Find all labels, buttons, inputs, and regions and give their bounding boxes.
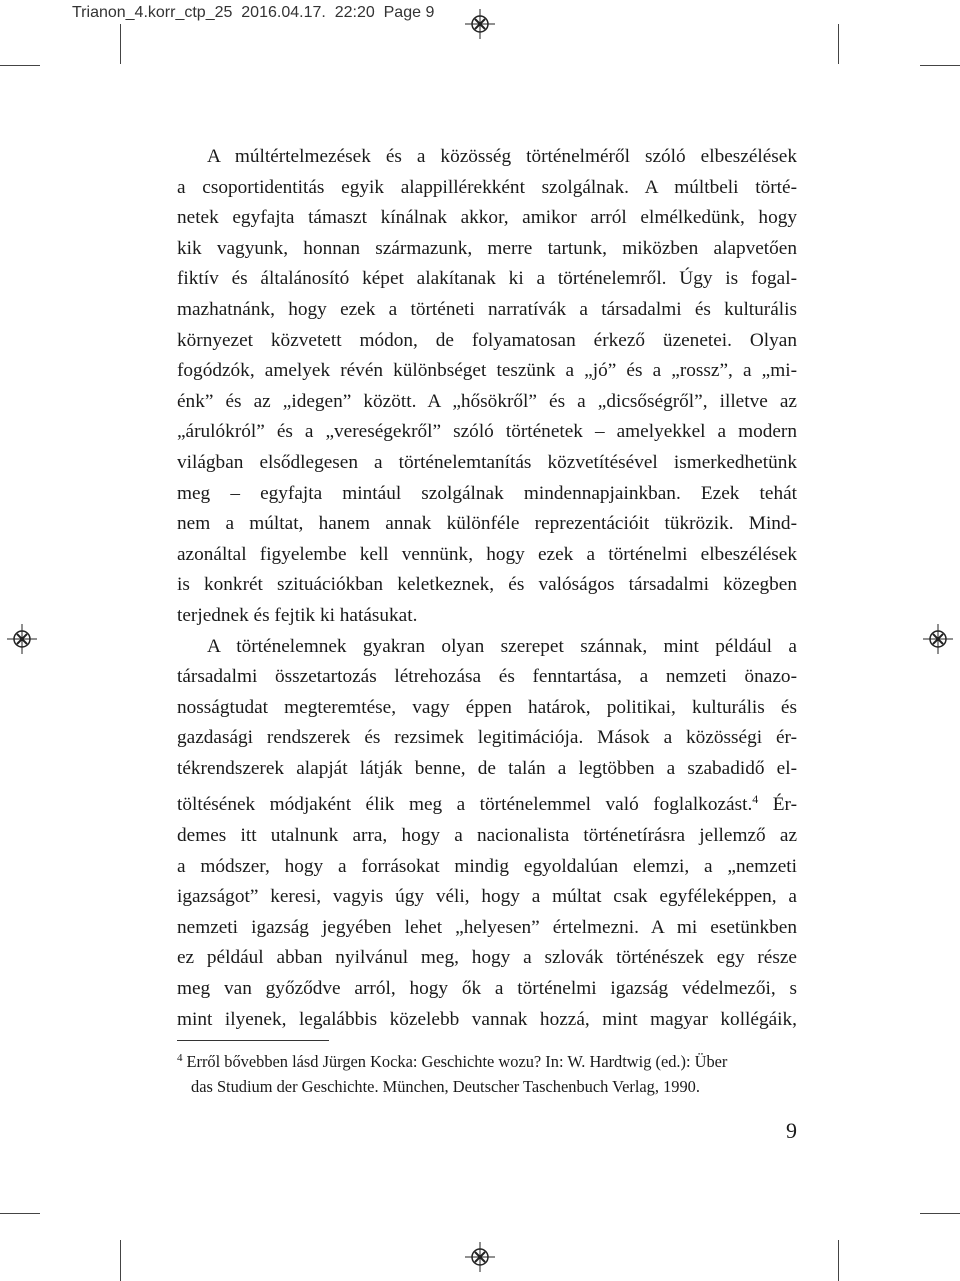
text-line: mint ilyenek, legalábbis közelebb vannak hozzá, mint magyar kollégáik,	[177, 1008, 797, 1030]
text-line: meg – egyfajta mintául szolgálnak mindennapjainkban. Ezek tehát	[177, 482, 797, 504]
crop-mark	[120, 24, 121, 64]
text-line: igazságot” keresi, vagyis úgy véli, hogy a múltat csak egyféleképpen, a	[177, 886, 797, 908]
registration-mark-icon	[7, 624, 37, 654]
text-line: demes itt utalnunk arra, hogy a nacionalista történetírásra jellemző az	[177, 825, 797, 847]
text-line: is konkrét szituációkban keletkeznek, és valóságos társadalmi közegben	[177, 574, 797, 596]
registration-mark-icon	[923, 624, 953, 654]
footnote-divider	[177, 1040, 329, 1041]
text-line: fiktív és általánosító képet alakítanak ki a történelemről. Úgy is fogal-	[177, 268, 797, 290]
text-line: A történelemnek gyakran olyan szerepet szánnak, mint például a	[207, 635, 797, 657]
crop-mark	[120, 1240, 121, 1281]
text-line: gazdasági rendszerek és rezsimek legitimációja. Mások a közösségi ér-	[177, 727, 797, 749]
crop-mark	[838, 1240, 839, 1281]
text-line: tékrendszerek alapját látják benne, de talán a legtöbben a szabadidő el-	[177, 757, 797, 779]
print-slug: Trianon_4.korr_ctp_25 2016.04.17. 22:20 Page 9	[72, 4, 435, 21]
footnote-reference[interactable]: 4	[752, 792, 759, 807]
crop-mark	[920, 65, 960, 66]
text-line: énk” és az „idegen” között. A „hősökről” és a „dicsőségről”, illetve az	[177, 390, 797, 412]
paragraph-2	[177, 632, 797, 1036]
text-line: környezet közvetett módon, de folyamatosan érkező üzenetei. Olyan	[177, 329, 797, 351]
body-text	[177, 142, 797, 1035]
registration-mark-icon	[465, 1242, 495, 1272]
crop-mark	[838, 24, 839, 64]
text-line: ez például abban nyilvánul meg, hogy a szlovák történészek egy része	[177, 947, 797, 969]
page-number: 9	[786, 1118, 797, 1143]
text-line: nosságtudat megteremtése, vagy éppen határok, politikai, kulturális és	[177, 696, 797, 718]
text-fragment: töltésének módjaként élik meg a történelemmel való foglalkozást.	[177, 794, 753, 816]
footnote-line: das Studium der Geschichte. München, Deutscher Taschenbuch Verlag, 1990.	[191, 1076, 700, 1096]
text-line: terjednek és fejtik ki hatásukat.	[177, 604, 418, 626]
text-line: meg van győződve arról, hogy ők a történelmi igazság védelmezői, s	[177, 978, 797, 1000]
text-line: A múltértelmezések és a közösség történelméről szóló elbeszélések	[207, 146, 797, 167]
text-line: netek egyfajta támaszt kínálnak akkor, amikor arról elmélkedünk, hogy	[177, 207, 797, 229]
crop-mark	[920, 1213, 960, 1214]
text-line: nem a múltat, hanem annak különféle reprezentációit tükrözik. Mind-	[177, 513, 797, 535]
text-line: fogódzók, amelyek révén különbséget teszünk a „jó” és a „rossz”, a „mi-	[177, 360, 797, 382]
footnote	[177, 1046, 797, 1099]
footnote-line	[177, 1046, 797, 1075]
footnote-text: Erről bővebben lásd Jürgen Kocka: Geschichte wozu? In: W. Hardtwig (ed.): Über	[186, 1052, 728, 1071]
crop-mark	[0, 65, 40, 66]
crop-mark	[0, 1213, 40, 1214]
footnote-number: 4	[177, 1052, 183, 1064]
text-line: mazhatnánk, hogy ezek a történeti narratívák a társadalmi és kulturális	[177, 298, 797, 320]
text-line: azonáltal figyelembe kell vennünk, hogy ezek a történelmi elbeszélések	[177, 543, 797, 565]
paragraph-1	[177, 142, 797, 632]
text-line	[177, 784, 797, 821]
text-line: a csoportidentitás egyik alappillérekként szolgálnak. A múltbeli törté-	[177, 176, 797, 198]
text-line: társadalmi összetartozás létrehozása és fenntartása, a nemzeti önazo-	[177, 666, 797, 688]
text-line: nemzeti igazság jegyében lehet „helyesen” értelmezni. A mi esetünkben	[177, 916, 797, 938]
text-line: a módszer, hogy a forrásokat mindig egyoldalúan elemzi, a „nemzeti	[177, 855, 797, 877]
registration-mark-icon	[465, 9, 495, 39]
text-line: „árulókról” és a „vereségekről” szóló történetek – amelyekkel a modern	[177, 421, 797, 443]
text-line: világban elsődlegesen a történelemtanítás közvetítésével ismerkedhetünk	[177, 451, 797, 473]
text-fragment: Ér-	[758, 794, 797, 816]
text-line: kik vagyunk, honnan származunk, merre tartunk, miközben alapvetően	[177, 237, 797, 259]
